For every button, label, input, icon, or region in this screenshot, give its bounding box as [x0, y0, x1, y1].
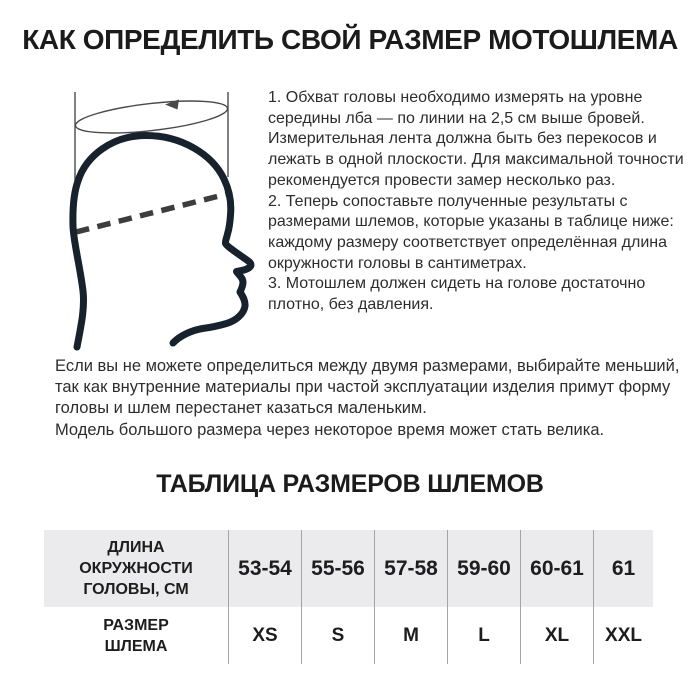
helmet-size-cell: XL [521, 607, 594, 664]
head-measurement-diagram [45, 84, 265, 352]
circumference-row-label: ДЛИНА ОКРУЖНОСТИ ГОЛОВЫ, СМ [44, 530, 229, 607]
circumference-cell: 59-60 [448, 530, 521, 607]
note-line-2: Модель большого размера через некоторое время может стать велика. [55, 420, 605, 439]
instruction-step-1: 1. Обхват головы необходимо измерять на уровне середины лба — по линии на 2,5 см выше бровей. Измерительная лента должна быть без перекосов и лежать в одной плоскости. Для максимальной точности рекомендуется провести замер несколько раз. [268, 89, 684, 189]
note-line-1: Если вы не можете определиться между двумя размерами, выбирайте меньший, так как внутренние материалы при частой эксплуатации изделия примут форму головы и шлем перестанет казаться маленьким. [55, 357, 680, 418]
helmet-size-cell: L [448, 607, 521, 664]
size-table-title: ТАБЛИЦА РАЗМЕРОВ ШЛЕМОВ [156, 470, 544, 498]
sizing-advice-note [55, 356, 685, 441]
circumference-cell: 57-58 [375, 530, 448, 607]
instruction-step-2: 2. Теперь сопоставьте полученные результаты с размерами шлемов, которые указаны в таблице ниже: каждому размеру соответствует определённая длина окружности головы в сантиметрах. [268, 192, 674, 272]
page-title: КАК ОПРЕДЕЛИТЬ СВОЙ РАЗМЕР МОТОШЛЕМА [22, 24, 678, 55]
helmet-size-cell: XXL [605, 624, 642, 646]
head-profile-outline [73, 136, 251, 348]
circumference-cell: 53-54 [229, 530, 302, 607]
helmet-size-cell: S [302, 607, 375, 664]
helmet-size-cell: M [375, 607, 448, 664]
size-row-label: РАЗМЕР ШЛЕМА [44, 607, 229, 664]
size-table [44, 530, 653, 664]
instruction-step-3: 3. Мотошлем должен сидеть на голове достаточно плотно, без давления. [268, 275, 646, 314]
circumference-cell: 60-61 [521, 530, 594, 607]
table-row-circumference [44, 530, 653, 607]
table-row-helmet-size [44, 607, 653, 664]
circumference-cell: 61 [611, 556, 636, 580]
instruction-steps [268, 88, 684, 316]
circumference-cell: 55-56 [302, 530, 375, 607]
measurement-dashed-line [76, 194, 227, 232]
helmet-size-cell: XS [229, 607, 302, 664]
